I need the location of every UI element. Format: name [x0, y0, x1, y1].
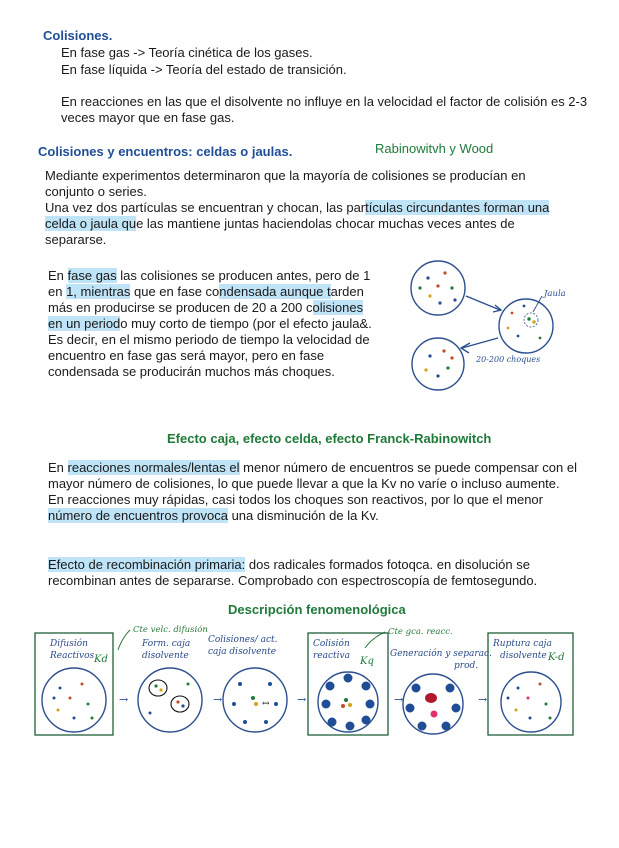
step-generacion-box — [390, 648, 492, 734]
jaula-diagram — [400, 258, 570, 398]
fase-line5: Es decir, en el mismo periodo de tiempo la velocidad de — [48, 332, 370, 347]
gas-phase-circle — [411, 261, 465, 315]
section-title-colisiones: Colisiones. — [43, 28, 113, 43]
arrow-1: → — [119, 693, 129, 706]
fase-line7: condensada se producirán muchos más choques. — [48, 364, 335, 379]
condensed-phase-circle — [412, 338, 464, 390]
efecto-l1a: En — [48, 460, 68, 475]
efecto-line3: En reacciones muy rápidas, casi todos los choques son reactivos, por lo que el menor — [48, 492, 543, 507]
collision-arrows: ↔ — [262, 699, 270, 709]
celdas-line3 — [45, 200, 549, 217]
colisiones-para-line2: veces mayor que en fase gas. — [61, 110, 235, 125]
step1-label-a: Difusión — [50, 639, 88, 649]
fase-l3-highlight: olisiones — [312, 300, 364, 315]
celdas-line2: conjunto o series. — [45, 184, 147, 199]
recomb-line2: recombinan antes de separarse. Comprobado con espectroscopía de femtosegundo. — [48, 573, 538, 588]
step1-label-b: Reactivos — [50, 651, 95, 661]
step4-label-b: reactiva — [313, 651, 350, 661]
step1-kd: Kd — [94, 654, 108, 665]
fase-l3a: más en producirse se producen de 20 a 200 c — [48, 300, 313, 315]
step6-label-b: disolvente — [500, 651, 547, 661]
arrow-5: → — [478, 693, 488, 706]
efecto-line2: mayor número de colisiones, lo que puede llevar a que la Kv no varíe o incluso aumente. — [48, 476, 560, 491]
fase-l1c: las colisiones se producen antes, pero de 1 — [116, 268, 371, 283]
recomb-l1-highlight: Efecto de recombinación primaria: — [48, 557, 246, 572]
celdas-line1: Mediante experimentos determinaron que la mayoría de colisiones se producían en — [45, 168, 526, 183]
step3-label-a: Colisiones/ act. — [208, 635, 278, 645]
step6-k-d: K-d — [548, 652, 565, 663]
celdas-line3-text: Una vez dos partículas se encuentran y chocan, las par — [45, 200, 366, 215]
celdas-line3-highlight: tículas circundantes forman una — [365, 200, 550, 215]
fase-l2a: en — [48, 284, 67, 299]
step-ruptura-box — [488, 633, 573, 735]
celdas-line5: separarse. — [45, 232, 107, 247]
section-title-fenom: Descripción fenomenológica — [228, 602, 406, 617]
note-difusion: Cte velc. difusión — [133, 625, 208, 635]
fase-l4-highlight: en un period — [48, 316, 121, 331]
arrow-4: → — [394, 693, 404, 706]
step2-label-a: Form. caja — [142, 639, 191, 649]
efecto-line1 — [48, 460, 577, 477]
fenom-diagram — [30, 618, 590, 743]
celdas-line4-text: e las mantiene juntas haciendolas chocar muchas veces antes de — [136, 216, 515, 231]
arrow-2: → — [213, 693, 223, 706]
jaula-label: Jaula — [544, 289, 566, 299]
fase-l2-highlight2: ndensada aunque t — [219, 284, 331, 299]
efecto-l1c: menor número de encuentros se puede compensar con el — [239, 460, 577, 475]
step6-label-a: Ruptura caja — [493, 639, 552, 649]
fase-line1 — [48, 268, 370, 285]
note-reaccion: Cte gca. reacc. — [388, 627, 453, 637]
step-form-caja-box — [138, 639, 202, 732]
step5-label-b: prod. — [454, 661, 479, 671]
arrow-3: → — [297, 693, 307, 706]
fase-l4b: o muy corto de tiempo (por el efecto jaula&. — [120, 316, 372, 331]
efecto-l4b: una disminución de la Kv. — [227, 508, 379, 523]
fase-l2c: que en fase co — [130, 284, 220, 299]
efecto-line4 — [48, 508, 379, 525]
step5-label-a: Generación y separac. — [390, 649, 492, 659]
efecto-l1-highlight: reacciones normales/lentas el — [67, 460, 240, 475]
celdas-line4-highlight: celda o jaula qu — [45, 216, 137, 231]
section-title-celdas: Colisiones y encuentros: celdas o jaulas. — [38, 144, 293, 159]
step2-label-b: disolvente — [142, 651, 189, 661]
celdas-line4 — [45, 216, 515, 233]
cage-circle — [499, 299, 553, 353]
fase-line2 — [48, 284, 364, 301]
step-colision-reactiva-box — [308, 633, 388, 735]
authors-label: Rabinowitvh y Wood — [375, 141, 494, 156]
colisiones-line-liquid: En fase líquida -> Teoría del estado de transición. — [61, 62, 347, 77]
colisiones-para-line1: En reacciones en las que el disolvente no influye en la velocidad el factor de colisión es 2-3 — [61, 94, 588, 109]
fase-line6: encuentro en fase gas será mayor, pero en fase — [48, 348, 325, 363]
step-colisiones-box — [208, 635, 287, 732]
step4-kq: Kq — [360, 656, 374, 667]
step4-label-a: Colisión — [313, 639, 350, 649]
fase-l2e: arden — [330, 284, 364, 299]
choques-label: 20-200 choques — [476, 355, 541, 364]
fase-line3 — [48, 300, 363, 317]
step3-label-b: caja disolvente — [208, 647, 277, 657]
recomb-l1b: dos radicales formados fotoqca. en disolución se — [245, 557, 530, 572]
section-title-efecto: Efecto caja, efecto celda, efecto Franck-Rabinowitch — [167, 431, 492, 446]
fase-l1a: En — [48, 268, 68, 283]
fase-line4 — [48, 316, 372, 333]
fase-l2-highlight1: 1, mientras — [66, 284, 131, 299]
fase-l1-highlight: fase gas — [67, 268, 117, 283]
step-difusion-box — [35, 633, 113, 735]
recomb-line1 — [48, 557, 530, 574]
colisiones-line-gas: En fase gas -> Teoría cinética de los gases. — [61, 45, 313, 60]
efecto-l4-highlight: número de encuentros provoca — [48, 508, 228, 523]
